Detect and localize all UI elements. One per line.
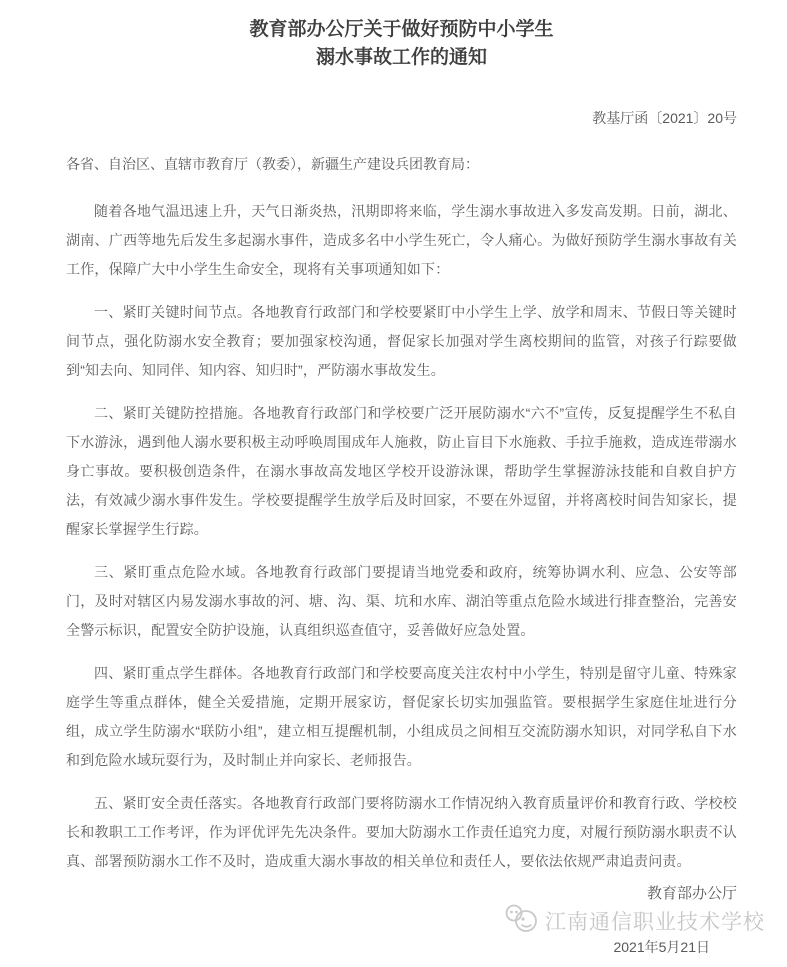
document-title xyxy=(66,16,737,72)
paragraph-intro: 随着各地气温迅速上升，天气日渐炎热，汛期即将来临，学生溺水事故进入多发高发期。日前，湖北、湖南、广西等地先后发生多起溺水事件，造成多名中小学生死亡，令人痛心。为做好预防学生溺水事故有关工作，保障广大中小学生生命安全，现将有关事项通知如下： xyxy=(66,203,737,277)
document-number: 教基厅函〔2021〕20号 xyxy=(592,110,737,126)
title-line-2: 溺水事故工作的通知 xyxy=(315,47,487,68)
paragraph-section-3: 三、紧盯重点危险水域。各地教育行政部门要提请当地党委和政府，统筹协调水利、应急、公安等部门，及时对辖区内易发溺水事故的河、塘、沟、渠、坑和水库、湖泊等重点危险水域进行排查整治，完善安全警示标识，配置安全防护设施，认真组织巡查值守，妥善做好应急处置。 xyxy=(66,564,737,638)
paragraph-section-1: 一、紧盯关键时间节点。各地教育行政部门和学校要紧盯中小学生上学、放学和周末、节假日等关键时间节点，强化防溺水安全教育；要加强家校沟通，督促家长加强对学生离校期间的监管，对孩子行踪要做到“知去向、知同伴、知内容、知归时”，严防溺水事故发生。 xyxy=(66,304,737,378)
school-logo-icon xyxy=(503,904,541,939)
paragraph-section-4: 四、紧盯重点学生群体。各地教育行政部门和学校要高度关注农村中小学生，特别是留守儿童、特殊家庭学生等重点群体，健全关爱措施，定期开展家访，督促家长切实加强监管。要根据学生家庭住址进行分组，成立学生防溺水“联防小组”，建立相互提醒机制，小组成员之间相互交流防溺水知识，对同学私自下水和到危险水域玩耍行为，及时制止并向家长、老师报告。 xyxy=(66,665,737,768)
paragraph-section-5: 五、紧盯安全责任落实。各地教育行政部门要将防溺水工作情况纳入教育质量评价和教育行政、学校校长和教职工工作考评，作为评优评先先决条件。要加大防溺水工作责任追究力度，对履行预防溺水职责不认真、部署预防溺水工作不及时，造成重大溺水事故的相关单位和责任人，要依法依规严肃追责问责。 xyxy=(66,795,737,869)
paragraph-section-2: 二、紧盯关键防控措施。各地教育行政部门和学校要广泛开展防溺水“六不”宣传，反复提醒学生不私自下水游泳，遇到他人溺水要积极主动呼唤周围成年人施救，防止盲目下水施救、手拉手施救，造成连带溺水身亡事故。要积极创造条件，在溺水事故高发地区学校开设游泳课，帮助学生掌握游泳技能和自救自护方法，有效减少溺水事件发生。学校要提醒学生放学后及时回家，不要在外逗留，并将离校时间告知家长，提醒家长掌握学生行踪。 xyxy=(66,405,737,537)
school-watermark xyxy=(66,906,765,936)
document-date: 2021年5月21日 xyxy=(613,939,710,955)
watermark-text: 江南通信职业技术学校 xyxy=(545,911,765,934)
signature-issuer: 教育部办公厅 xyxy=(646,885,737,902)
title-line-1: 教育部办公厅关于做好预防中小学生 xyxy=(249,19,554,40)
salutation: 各省、自治区、直辖市教育厅（教委），新疆生产建设兵团教育局： xyxy=(66,156,479,172)
